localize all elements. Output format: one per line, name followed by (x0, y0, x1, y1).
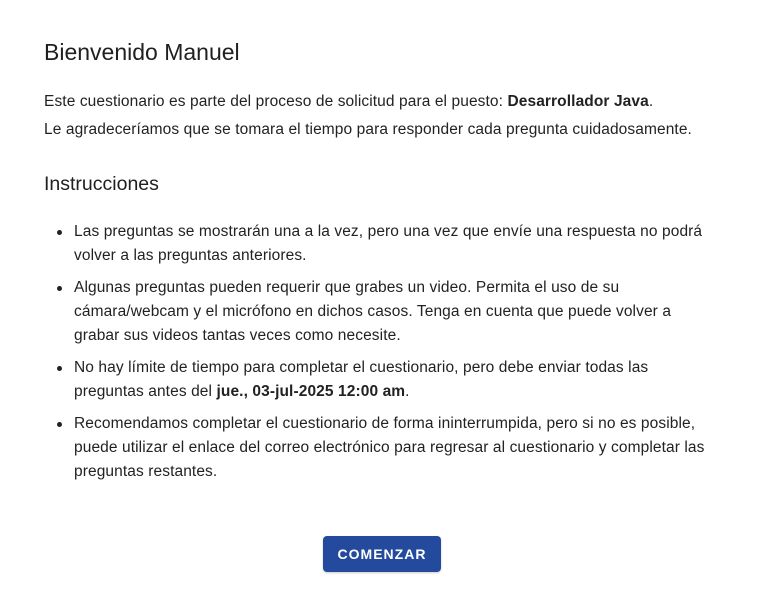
list-item (74, 276, 720, 348)
start-button[interactable]: COMENZAR (323, 536, 441, 572)
list-item (74, 412, 720, 484)
intro-paragraph-request: Le agradeceríamos que se tomara el tiempo para responder cada pregunta cuidadosamente. (44, 121, 692, 138)
intro-section (44, 90, 720, 142)
instruction-text: Algunas preguntas pueden requerir que grabes un video. Permita el uso de su cámara/webcam y el micrófono en dichos casos. Tenga en cuenta que puede volver a grabar sus videos tantas veces como necesite. (74, 279, 672, 344)
bullet-icon (57, 422, 62, 427)
instruction-text: Las preguntas se mostrarán una a la vez, pero una vez que envíe una respuesta no podrá volver a las preguntas anteriores. (74, 223, 703, 264)
list-item (74, 356, 720, 404)
welcome-title: Bienvenido Manuel (44, 39, 240, 65)
bullet-icon (57, 366, 62, 371)
position-name: Desarrollador Java (507, 93, 649, 110)
bullet-icon (57, 230, 62, 235)
deadline-date: jue., 03-jul-2025 12:00 am (216, 383, 406, 400)
instructions-title: Instrucciones (44, 173, 159, 195)
actions-bar (0, 536, 764, 572)
instructions-list (44, 220, 720, 484)
instruction-text: No hay límite de tiempo para completar el cuestionario, pero debe enviar todas las preguntas antes del (74, 359, 649, 400)
bullet-icon (57, 286, 62, 291)
list-item (74, 220, 720, 268)
instruction-text: Recomendamos completar el cuestionario de forma ininterrumpida, pero si no es posible, puede utilizar el enlace del correo electrónico para regresar al cuestionario y completar las preguntas restantes. (74, 415, 705, 480)
intro-prefix: Este cuestionario es parte del proceso de solicitud para el puesto: (44, 93, 508, 110)
intro-paragraph-position (44, 90, 720, 114)
instruction-suffix: . (405, 383, 410, 400)
intro-suffix: . (648, 93, 654, 110)
